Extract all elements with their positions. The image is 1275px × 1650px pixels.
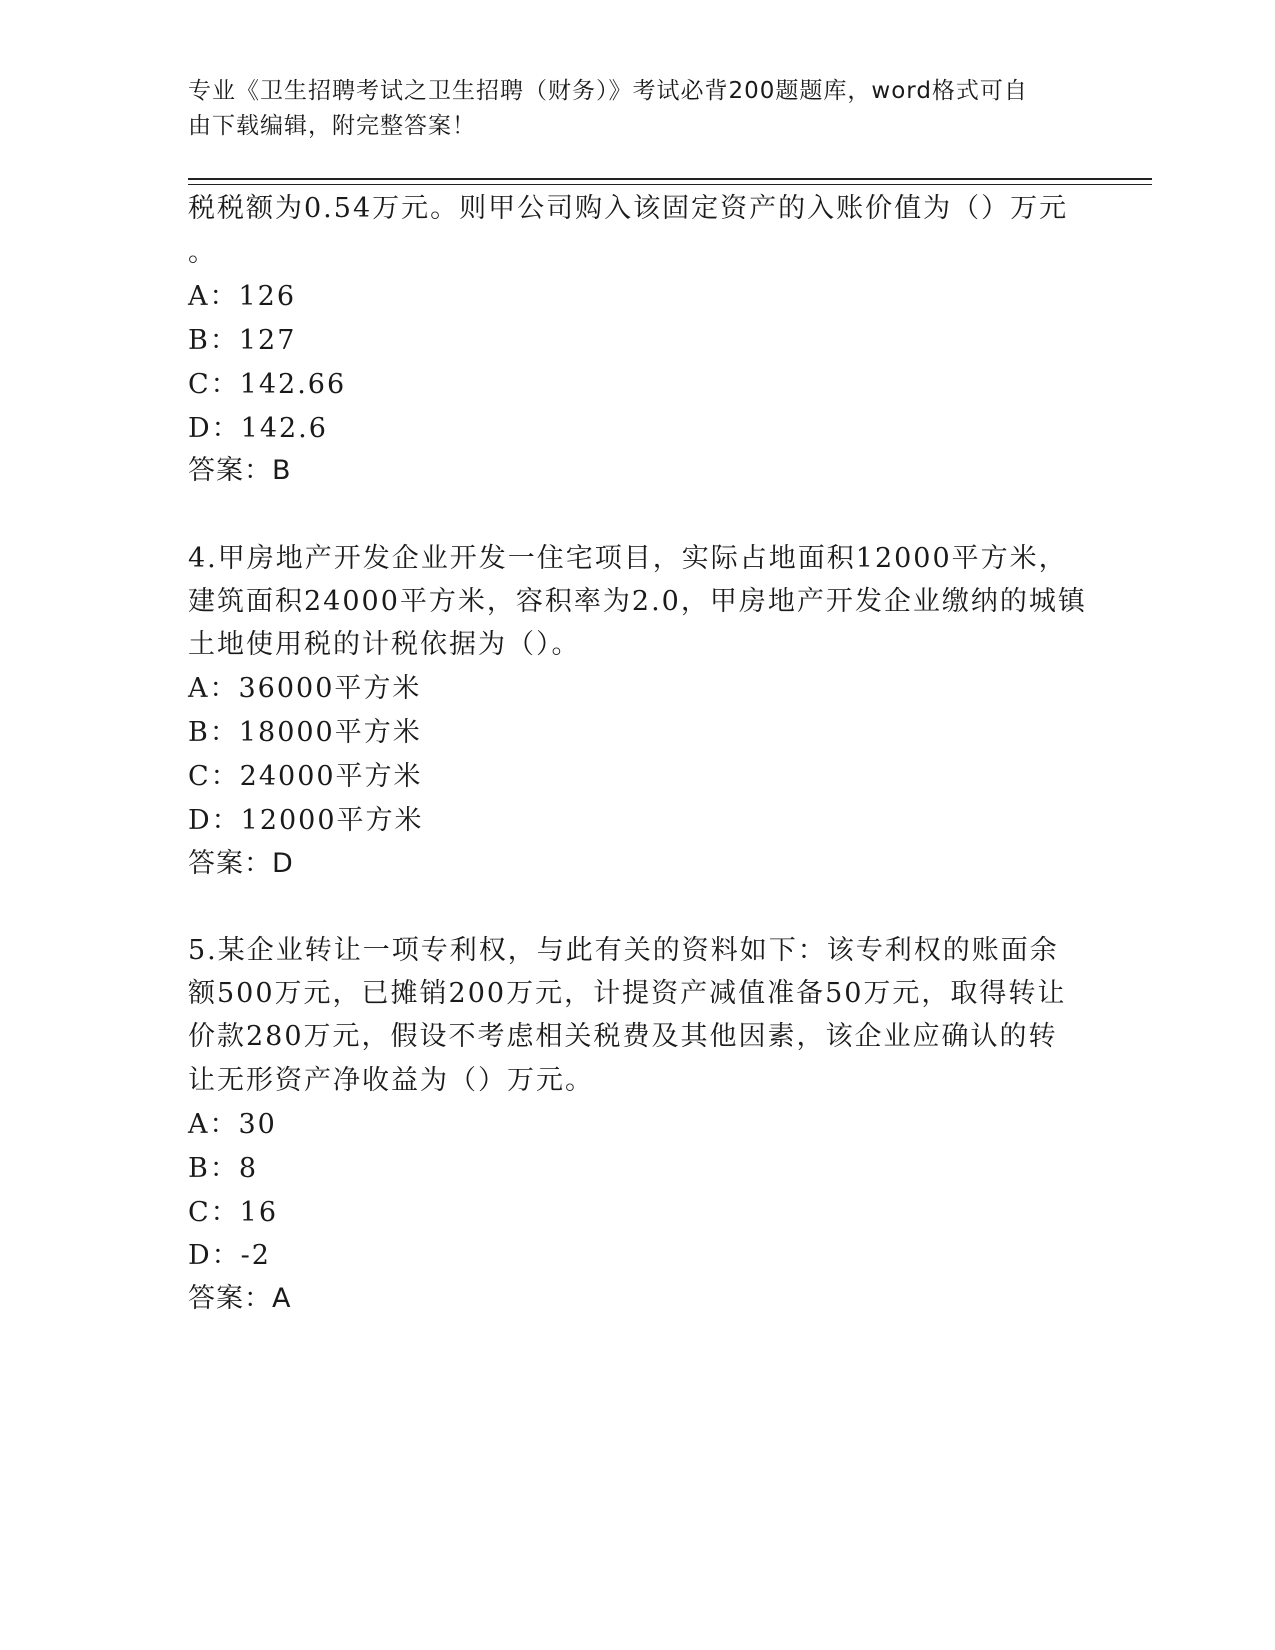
q3-answer: 答案：B bbox=[188, 455, 292, 486]
q4-answer: 答案：D bbox=[188, 848, 294, 879]
q3-text-line-2: 。 bbox=[188, 237, 217, 268]
q3-text-line-1: 税税额为0.54万元。则甲公司购入该固定资产的入账价值为（）万元 bbox=[188, 193, 1069, 224]
q4-text-line-2: 建筑面积24000平方米，容积率为2.0，甲房地产开发企业缴纳的城镇 bbox=[188, 586, 1087, 617]
q4-text-line-3: 土地使用税的计税依据为（）。 bbox=[188, 629, 581, 660]
q5-text-line-4: 让无形资产净收益为（）万元。 bbox=[188, 1065, 594, 1096]
q4-option-a: A：36000平方米 bbox=[188, 673, 422, 704]
header-line-2: 由下载编辑，附完整答案！ bbox=[188, 113, 476, 139]
q5-option-c: C：16 bbox=[188, 1197, 279, 1228]
q5-option-b: B：8 bbox=[188, 1153, 259, 1184]
q5-option-a: A：30 bbox=[188, 1109, 277, 1140]
q5-text-line-1: 5.某企业转让一项专利权，与此有关的资料如下：该专利权的账面余 bbox=[188, 935, 1059, 966]
q5-text-line-3: 价款280万元，假设不考虑相关税费及其他因素，该企业应确认的转 bbox=[188, 1021, 1058, 1052]
q4-text-line-1: 4.甲房地产开发企业开发一住宅项目，实际占地面积12000平方米， bbox=[188, 543, 1068, 574]
q3-option-c: C：142.66 bbox=[188, 369, 347, 400]
header-divider-thin bbox=[188, 184, 1152, 185]
q3-option-b: B：127 bbox=[188, 325, 297, 356]
q4-option-b: B：18000平方米 bbox=[188, 717, 422, 748]
q3-option-d: D：142.6 bbox=[188, 413, 328, 444]
q5-text-line-2: 额500万元，已摊销200万元，计提资产减值准备50万元，取得转让 bbox=[188, 978, 1067, 1009]
document-header bbox=[188, 74, 1068, 144]
q4-option-c: C：24000平方米 bbox=[188, 761, 423, 792]
q3-option-a: A：126 bbox=[188, 281, 297, 312]
header-line-1: 专业《卫生招聘考试之卫生招聘（财务）》考试必背200题题库，word格式可自 bbox=[188, 78, 1028, 104]
header-divider-thick bbox=[188, 178, 1152, 180]
q5-option-d: D：-2 bbox=[188, 1240, 271, 1271]
q5-answer: 答案：A bbox=[188, 1283, 292, 1314]
q4-option-d: D：12000平方米 bbox=[188, 805, 424, 836]
